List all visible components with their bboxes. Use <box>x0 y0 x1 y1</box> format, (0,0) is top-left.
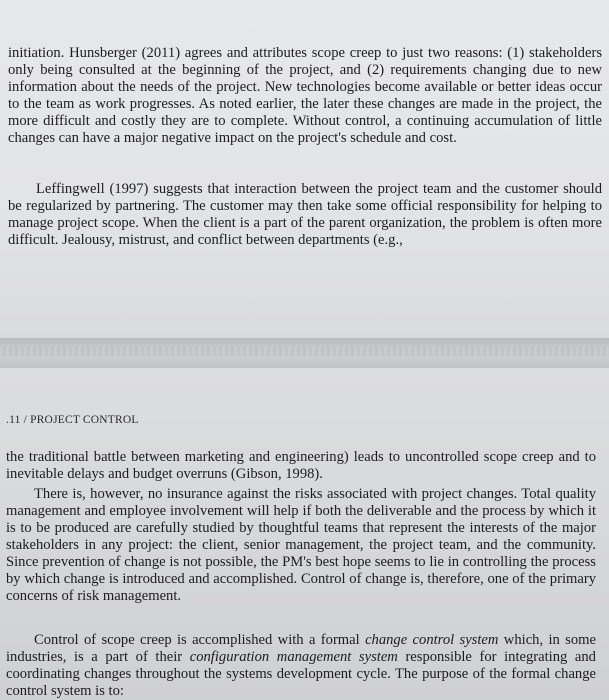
bottom-paragraph-1: the traditional battle between marketing and engineering) leads to uncontrolled scope creep and to inevitable delays and budget overruns (Gibson, 1998). <box>6 449 596 482</box>
p3-term-configuration: configuration management system <box>189 649 398 665</box>
bottom-paragraph-2: There is, however, no insurance against the risks associated with project changes. Total quality management and employee involvement will help if both the deliverable and the process by which it is to be produced are carefully studied by thoughtful teams that represent the interests of the major stakeholders in any project: the client, senior management, the project team, and the community. Since prevention of change is not possible, the PM's best hope seems to lie in controlling the process by which change is introduced and accomplished. Control of change is, therefore, one of the primary concerns of risk management. <box>6 486 596 604</box>
page-gap <box>0 338 609 368</box>
top-paragraph-2: Leffingwell (1997) suggests that interaction between the project team and the customer should be regularized by partnering. The customer may then take some official responsibility for helping to manage project scope. When the client is a part of the parent organization, the problem is often more difficult. Jealousy, mistrust, and conflict between departments (e.g., <box>8 181 602 248</box>
running-head: .11 / PROJECT CONTROL <box>6 414 139 426</box>
p3-end: responsible for integrating and coordinating changes throughout the systems development cycle. The purpose of the formal change control system is to: <box>6 649 596 699</box>
p3-start: Control of scope creep is accomplished with a formal <box>34 632 360 648</box>
bottom-paragraph-3 <box>6 632 596 700</box>
p3-mid: which, in some industries, is a part of their <box>6 632 596 665</box>
top-paragraph-1: initiation. Hunsberger (2011) agrees and attributes scope creep to just two reasons: (1) stakeholders only being consulted at the beginning of the project, and (2) requirements changing due to new information about the needs of the project. New technologies become available or better ideas occur to the team as work progresses. As noted earlier, the later these changes are made in the project, the more difficult and costly they are to complete. Without control, a continuing accumulation of little changes can have a major negative impact on the project's schedule and cost. <box>8 45 602 146</box>
p3-term-change-control: change control system <box>365 632 499 648</box>
